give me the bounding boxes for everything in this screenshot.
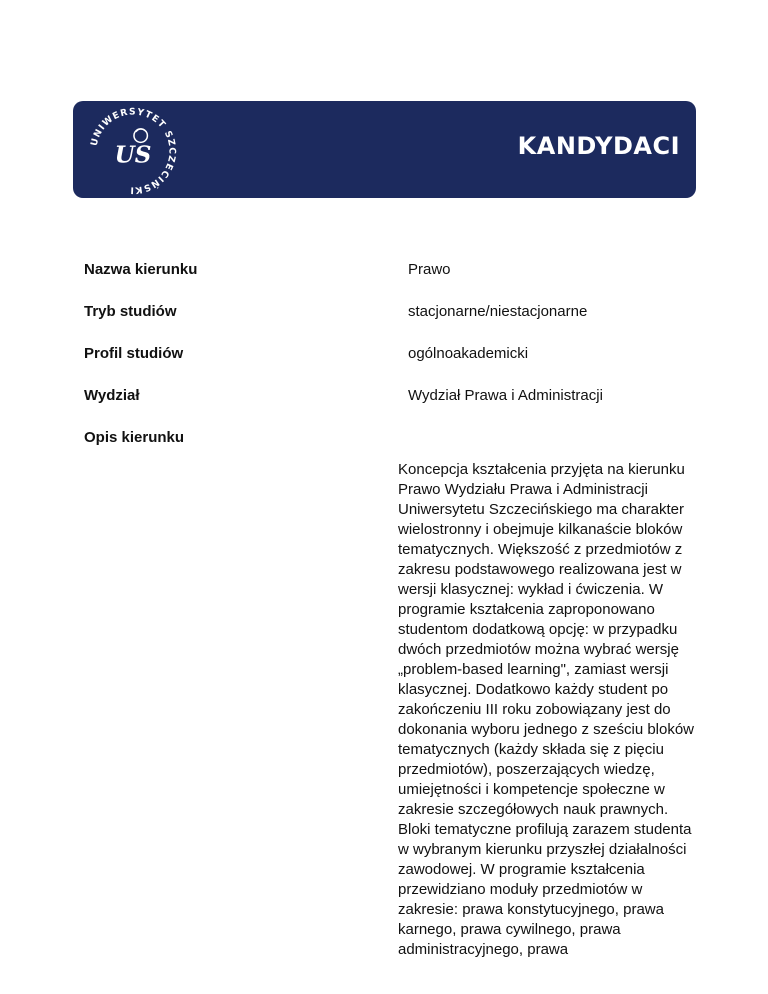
field-label: Wydział <box>84 387 140 404</box>
field-row-profile <box>84 342 704 366</box>
description-line: zakończeniu III roku zobowiązany jest do <box>398 701 671 718</box>
description-line: Bloki tematyczne profilują zarazem studenta <box>398 821 692 838</box>
description-line: tematycznych. Większość z przedmiotów z <box>398 541 683 558</box>
description-line: studentom dodatkową opcję: w przypadku <box>398 621 678 638</box>
field-label: Tryb studiów <box>84 303 177 320</box>
field-row-name <box>84 258 704 282</box>
description-line: Prawo Wydziału Prawa i Administracji <box>398 481 648 498</box>
logo-ring-text: UNIWERSYTET SZCZECIŃSKI <box>89 107 177 195</box>
field-value: stacjonarne/niestacjonarne <box>408 303 588 320</box>
field-value: ogólnoakademicki <box>408 345 529 362</box>
university-logo <box>85 103 181 199</box>
field-value: Prawo <box>408 261 451 278</box>
description-text <box>398 460 708 960</box>
field-row-faculty <box>84 384 704 408</box>
description-label: Opis kierunku <box>84 429 185 446</box>
description-line: wielostronny i obejmuje kilkanaście bloków <box>398 521 683 538</box>
description-line: tematycznych (każdy składa się z pięciu <box>398 741 664 758</box>
field-label: Profil studiów <box>84 345 184 362</box>
description-line: przedmiotów), poszerzających wiedzę, <box>398 761 655 778</box>
description-line: „problem-based learning", zamiast wersji <box>398 661 669 678</box>
description-line: w wybranym kierunku przyszłej działalności <box>398 841 687 858</box>
description-line: zakresie szczegółowych nauk prawnych. <box>398 801 669 818</box>
description-line: Koncepcja kształcenia przyjęta na kierunku <box>398 461 685 478</box>
description-line: zakresie: prawa konstytucyjnego, prawa <box>398 901 664 918</box>
header-banner <box>73 101 696 198</box>
description-line: karnego, prawa cywilnego, prawa <box>398 921 621 938</box>
banner-title: KANDYDACI <box>517 132 680 160</box>
description-line: Uniwersytetu Szczecińskiego ma charakter <box>398 501 684 518</box>
description-line: umiejętności i kompetencje społeczne w <box>398 781 665 798</box>
field-row-mode <box>84 300 704 324</box>
field-label: Nazwa kierunku <box>84 261 198 278</box>
field-row-description <box>84 426 704 450</box>
field-value: Wydział Prawa i Administracji <box>408 387 603 404</box>
logo-mark: US <box>114 141 152 169</box>
description-line: programie kształcenia zaproponowano <box>398 601 655 618</box>
description-line: wersji klasycznej: wykład i ćwiczenia. W <box>398 581 664 598</box>
description-line: przewidziano moduły przedmiotów w <box>398 881 643 898</box>
description-line: zakresu podstawowego realizowana jest w <box>398 561 682 578</box>
description-line: dwóch przedmiotów można wybrać wersję <box>398 641 679 658</box>
description-line: dokonania wyboru jednego z sześciu bloków <box>398 721 695 738</box>
description-line: zawodowej. W programie kształcenia <box>398 861 645 878</box>
description-line: klasycznej. Dodatkowo każdy student po <box>398 681 669 698</box>
description-line: administracyjnego, prawa <box>398 941 569 958</box>
